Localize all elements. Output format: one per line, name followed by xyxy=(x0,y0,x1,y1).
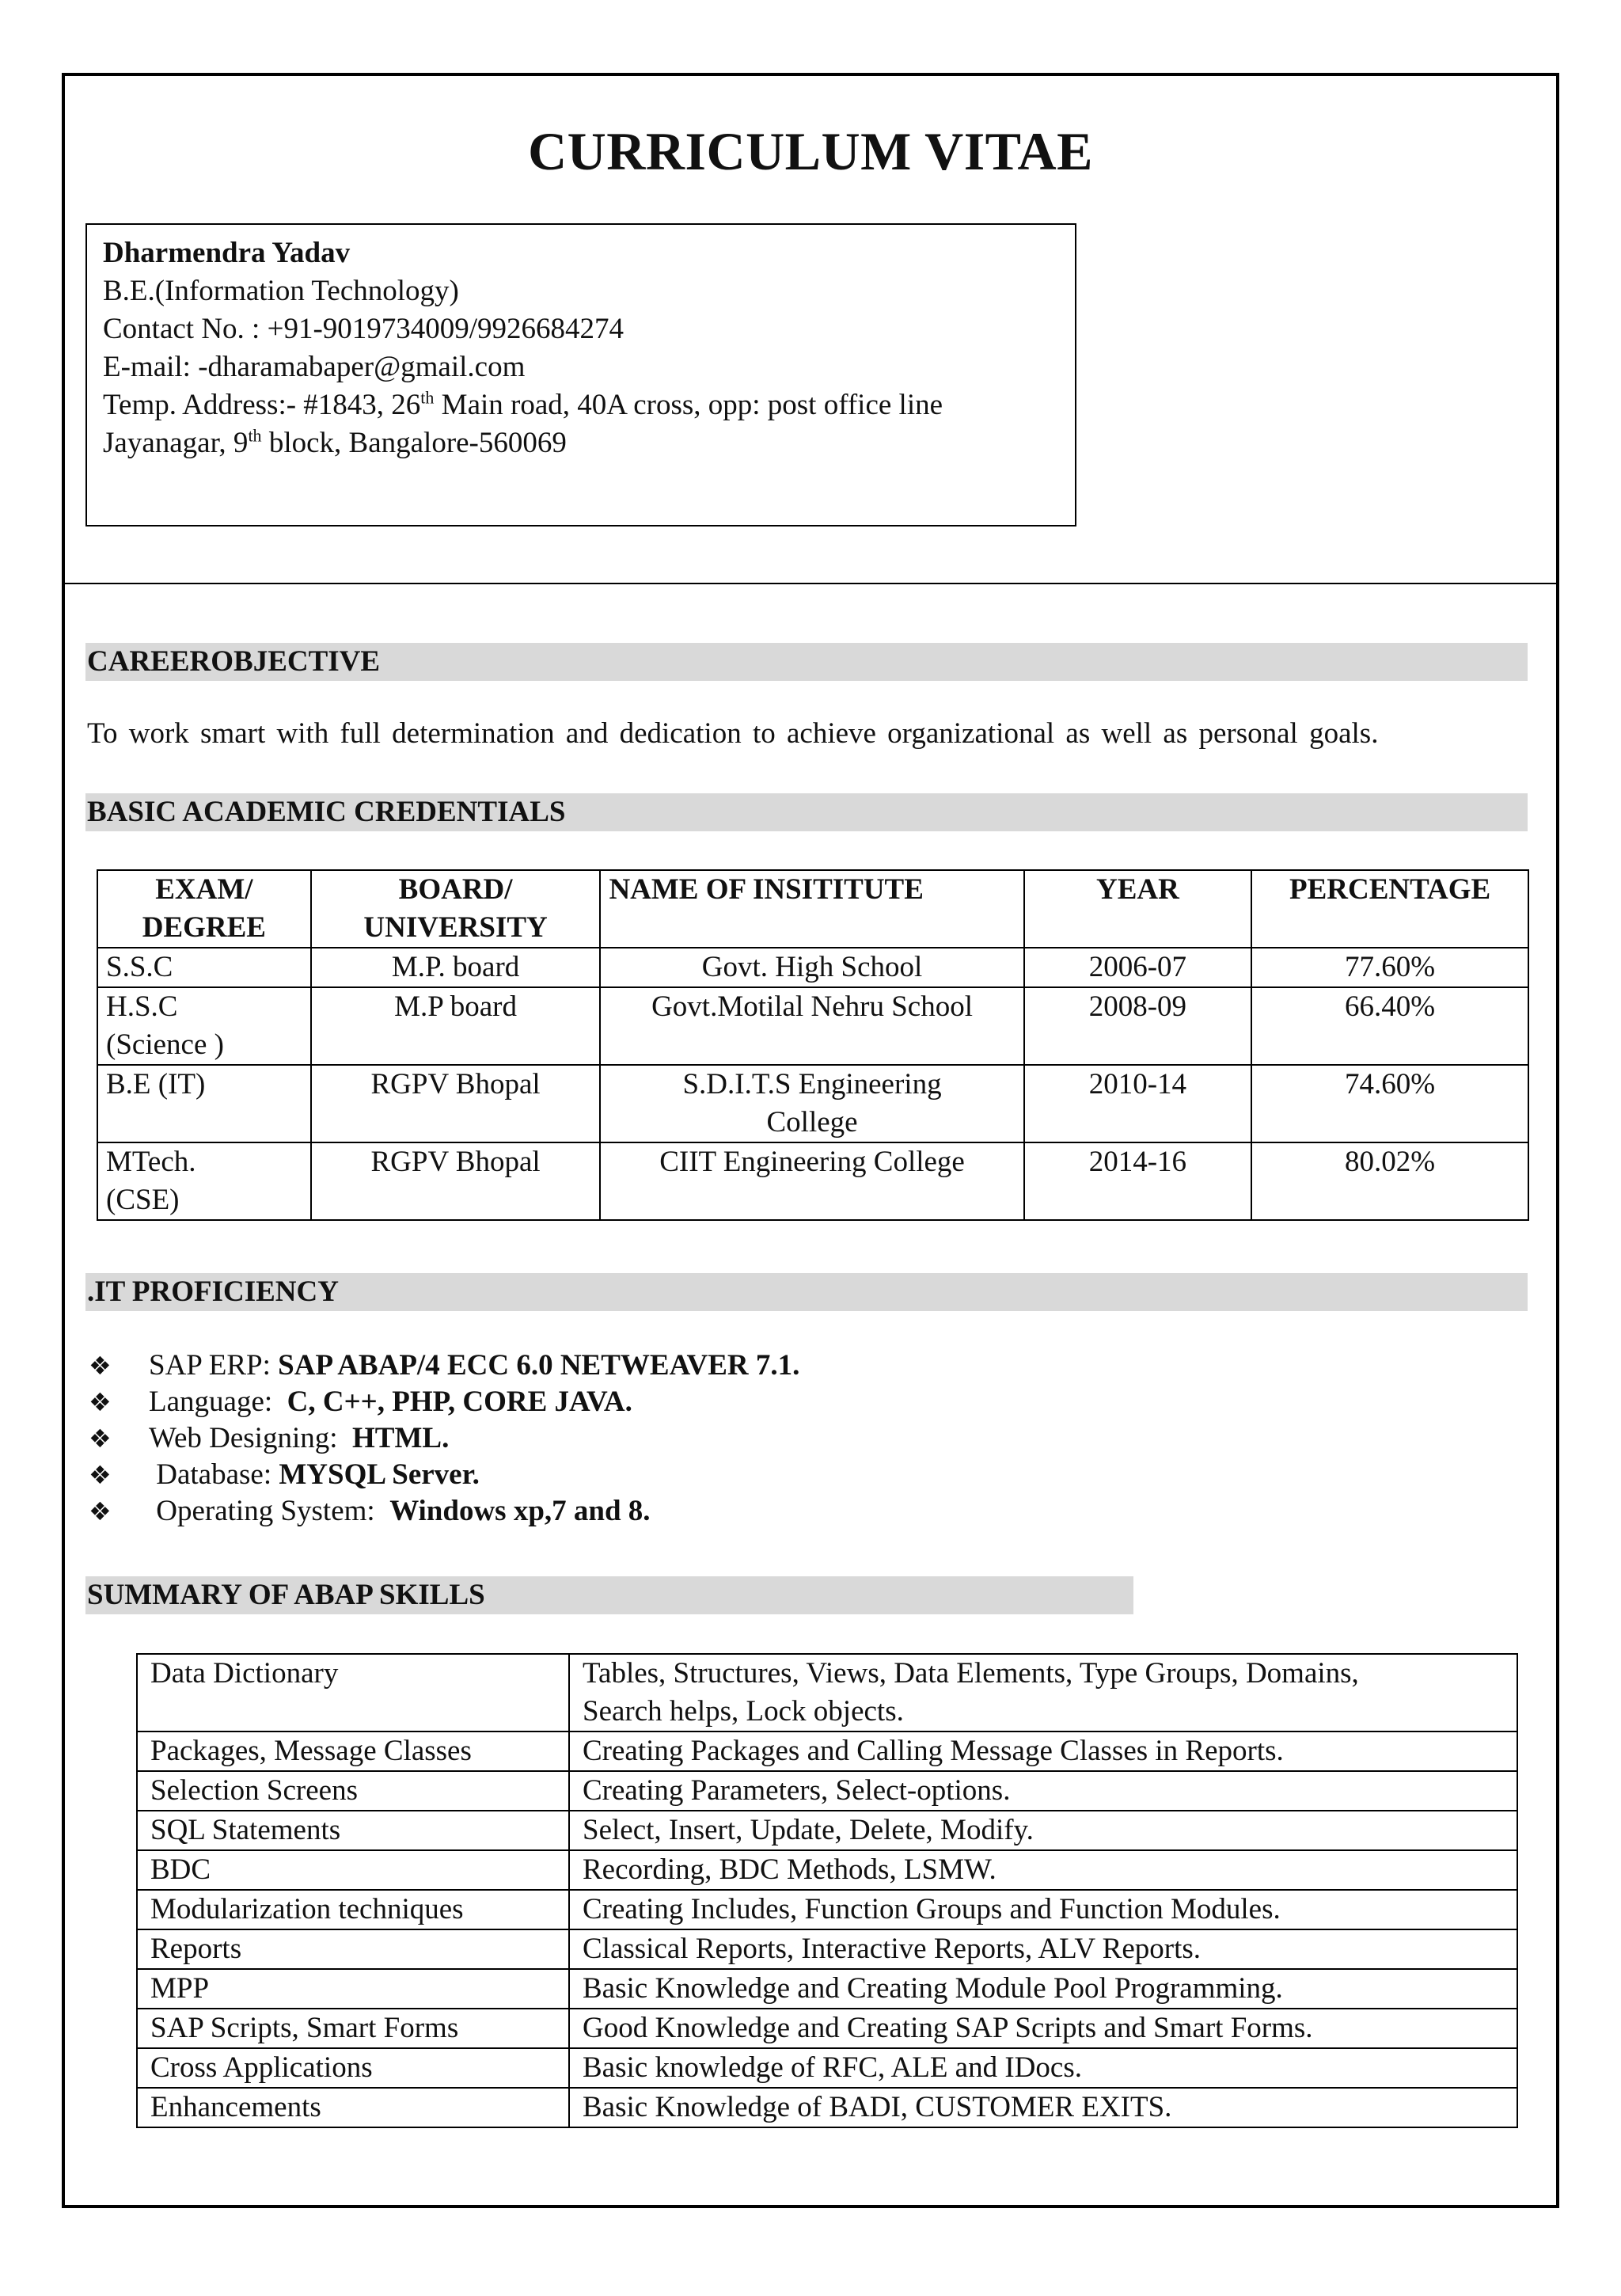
academic-cell: 2010-14 xyxy=(1024,1065,1252,1142)
academic-cell: M.P. board xyxy=(311,948,601,987)
academic-header-cell: YEAR xyxy=(1024,870,1252,948)
abap-skill-name: Cross Applications xyxy=(137,2048,569,2088)
abap-skill-detail: Basic knowledge of RFC, ALE and IDocs. xyxy=(569,2048,1517,2088)
academic-row xyxy=(97,1142,1528,1220)
diamond-bullet-icon: ❖ xyxy=(89,1387,112,1417)
abap-skills-table xyxy=(136,1653,1518,2128)
it-item-label: Database: xyxy=(149,1458,279,1491)
abap-skill-name: Data Dictionary xyxy=(137,1654,569,1732)
academic-cell: RGPV Bhopal xyxy=(311,1142,601,1220)
abap-skill-detail: Tables, Structures, Views, Data Elements, Type Groups, Domains, Search helps, Lock objects. xyxy=(569,1654,1517,1732)
it-item-label: Web Designing: xyxy=(149,1422,353,1454)
abap-skill-detail: Select, Insert, Update, Delete, Modify. xyxy=(569,1811,1517,1850)
abap-skill-detail: Creating Parameters, Select-options. xyxy=(569,1771,1517,1811)
contact-email: E-mail: -dharamabaper@gmail.com xyxy=(103,351,526,383)
academic-cell: Govt. High School xyxy=(600,948,1023,987)
address-line-2: Jayanagar, 9th block, Bangalore-560069 xyxy=(103,425,567,459)
academic-row xyxy=(97,987,1528,1065)
diamond-bullet-icon: ❖ xyxy=(89,1496,112,1526)
academic-cell: 2008-09 xyxy=(1024,987,1252,1065)
abap-skill-row xyxy=(137,2009,1517,2048)
abap-skill-row xyxy=(137,1969,1517,2009)
academic-cell: 66.40% xyxy=(1251,987,1528,1065)
abap-skill-row xyxy=(137,1850,1517,1890)
it-item-label: Operating System: xyxy=(149,1495,390,1527)
abap-skill-name: Selection Screens xyxy=(137,1771,569,1811)
diamond-bullet-icon: ❖ xyxy=(89,1424,112,1454)
academic-cell: 2006-07 xyxy=(1024,948,1252,987)
abap-skill-row xyxy=(137,1732,1517,1771)
abap-skill-name: BDC xyxy=(137,1850,569,1890)
abap-skill-row xyxy=(137,1890,1517,1929)
academic-cell: 74.60% xyxy=(1251,1065,1528,1142)
it-proficiency-item xyxy=(89,1493,799,1530)
address-line-1: Temp. Address:- #1843, 26th Main road, 40A cross, opp: post office line xyxy=(103,387,943,421)
abap-skill-detail: Recording, BDC Methods, LSMW. xyxy=(569,1850,1517,1890)
candidate-degree: B.E.(Information Technology) xyxy=(103,275,459,307)
it-item-label: SAP ERP: xyxy=(149,1349,279,1382)
abap-skill-name: MPP xyxy=(137,1969,569,2009)
academic-cell: S.D.I.T.S Engineering College xyxy=(600,1065,1023,1142)
diamond-bullet-icon: ❖ xyxy=(89,1460,112,1490)
it-proficiency-item xyxy=(89,1384,799,1420)
diamond-bullet-icon: ❖ xyxy=(89,1351,112,1381)
abap-skill-detail: Classical Reports, Interactive Reports, ALV Reports. xyxy=(569,1929,1517,1969)
abap-skill-row xyxy=(137,2088,1517,2127)
academic-table xyxy=(97,869,1529,1221)
contact-phone: Contact No. : +91-9019734009/9926684274 xyxy=(103,313,624,345)
academic-cell: 80.02% xyxy=(1251,1142,1528,1220)
academic-cell: CIIT Engineering College xyxy=(600,1142,1023,1220)
it-proficiency-heading: .IT PROFICIENCY xyxy=(85,1273,1528,1311)
academic-row xyxy=(97,1065,1528,1142)
abap-skill-detail: Creating Includes, Function Groups and Function Modules. xyxy=(569,1890,1517,1929)
academic-cell: M.P board xyxy=(311,987,601,1065)
academic-cell: Govt.Motilal Nehru School xyxy=(600,987,1023,1065)
abap-skill-name: SQL Statements xyxy=(137,1811,569,1850)
academic-header-cell: NAME OF INSITITUTE xyxy=(600,870,1023,948)
abap-skills-heading: SUMMARY OF ABAP SKILLS xyxy=(85,1576,1133,1614)
contact-box xyxy=(85,223,1076,526)
academic-row xyxy=(97,948,1528,987)
it-proficiency-list xyxy=(89,1348,799,1530)
academic-cell: MTech. (CSE) xyxy=(97,1142,311,1220)
academic-header-cell: BOARD/ UNIVERSITY xyxy=(311,870,601,948)
academic-heading: BASIC ACADEMIC CREDENTIALS xyxy=(85,793,1528,831)
academic-cell: S.S.C xyxy=(97,948,311,987)
header-divider xyxy=(62,583,1559,584)
career-objective-text: To work smart with full determination and dedication to achieve organizational as well as personal goals. xyxy=(87,717,1379,750)
it-item-value: C, C++, PHP, CORE JAVA. xyxy=(287,1386,632,1418)
abap-skill-detail: Basic Knowledge and Creating Module Pool Programming. xyxy=(569,1969,1517,2009)
it-proficiency-item xyxy=(89,1348,799,1384)
page-title: CURRICULUM VITAE xyxy=(528,121,1093,181)
abap-skill-row xyxy=(137,1771,1517,1811)
academic-cell: H.S.C (Science ) xyxy=(97,987,311,1065)
it-item-value: HTML. xyxy=(352,1422,450,1454)
abap-skill-detail: Basic Knowledge of BADI, CUSTOMER EXITS. xyxy=(569,2088,1517,2127)
abap-skill-row xyxy=(137,2048,1517,2088)
abap-skill-name: Reports xyxy=(137,1929,569,1969)
career-objective-heading: CAREEROBJECTIVE xyxy=(85,643,1528,681)
academic-header-cell: PERCENTAGE xyxy=(1251,870,1528,948)
abap-skill-row xyxy=(137,1929,1517,1969)
abap-skill-name: Enhancements xyxy=(137,2088,569,2127)
it-item-value: Windows xp,7 and 8. xyxy=(389,1495,651,1527)
abap-skill-detail: Creating Packages and Calling Message Classes in Reports. xyxy=(569,1732,1517,1771)
academic-cell: B.E (IT) xyxy=(97,1065,311,1142)
academic-header-row xyxy=(97,870,1528,948)
it-item-label: Language: xyxy=(149,1386,287,1418)
academic-cell: 2014-16 xyxy=(1024,1142,1252,1220)
abap-skill-name: Packages, Message Classes xyxy=(137,1732,569,1771)
academic-cell: RGPV Bhopal xyxy=(311,1065,601,1142)
academic-header-cell: EXAM/ DEGREE xyxy=(97,870,311,948)
it-item-value: SAP ABAP/4 ECC 6.0 NETWEAVER 7.1. xyxy=(278,1349,800,1382)
it-proficiency-item xyxy=(89,1457,799,1493)
it-item-value: MYSQL Server. xyxy=(279,1458,480,1491)
academic-cell: 77.60% xyxy=(1251,948,1528,987)
it-proficiency-item xyxy=(89,1420,799,1457)
abap-skill-row xyxy=(137,1811,1517,1850)
abap-skill-name: SAP Scripts, Smart Forms xyxy=(137,2009,569,2048)
abap-skill-detail: Good Knowledge and Creating SAP Scripts and Smart Forms. xyxy=(569,2009,1517,2048)
abap-skill-row xyxy=(137,1654,1517,1732)
abap-skill-name: Modularization techniques xyxy=(137,1890,569,1929)
candidate-name: Dharmendra Yadav xyxy=(103,237,351,269)
